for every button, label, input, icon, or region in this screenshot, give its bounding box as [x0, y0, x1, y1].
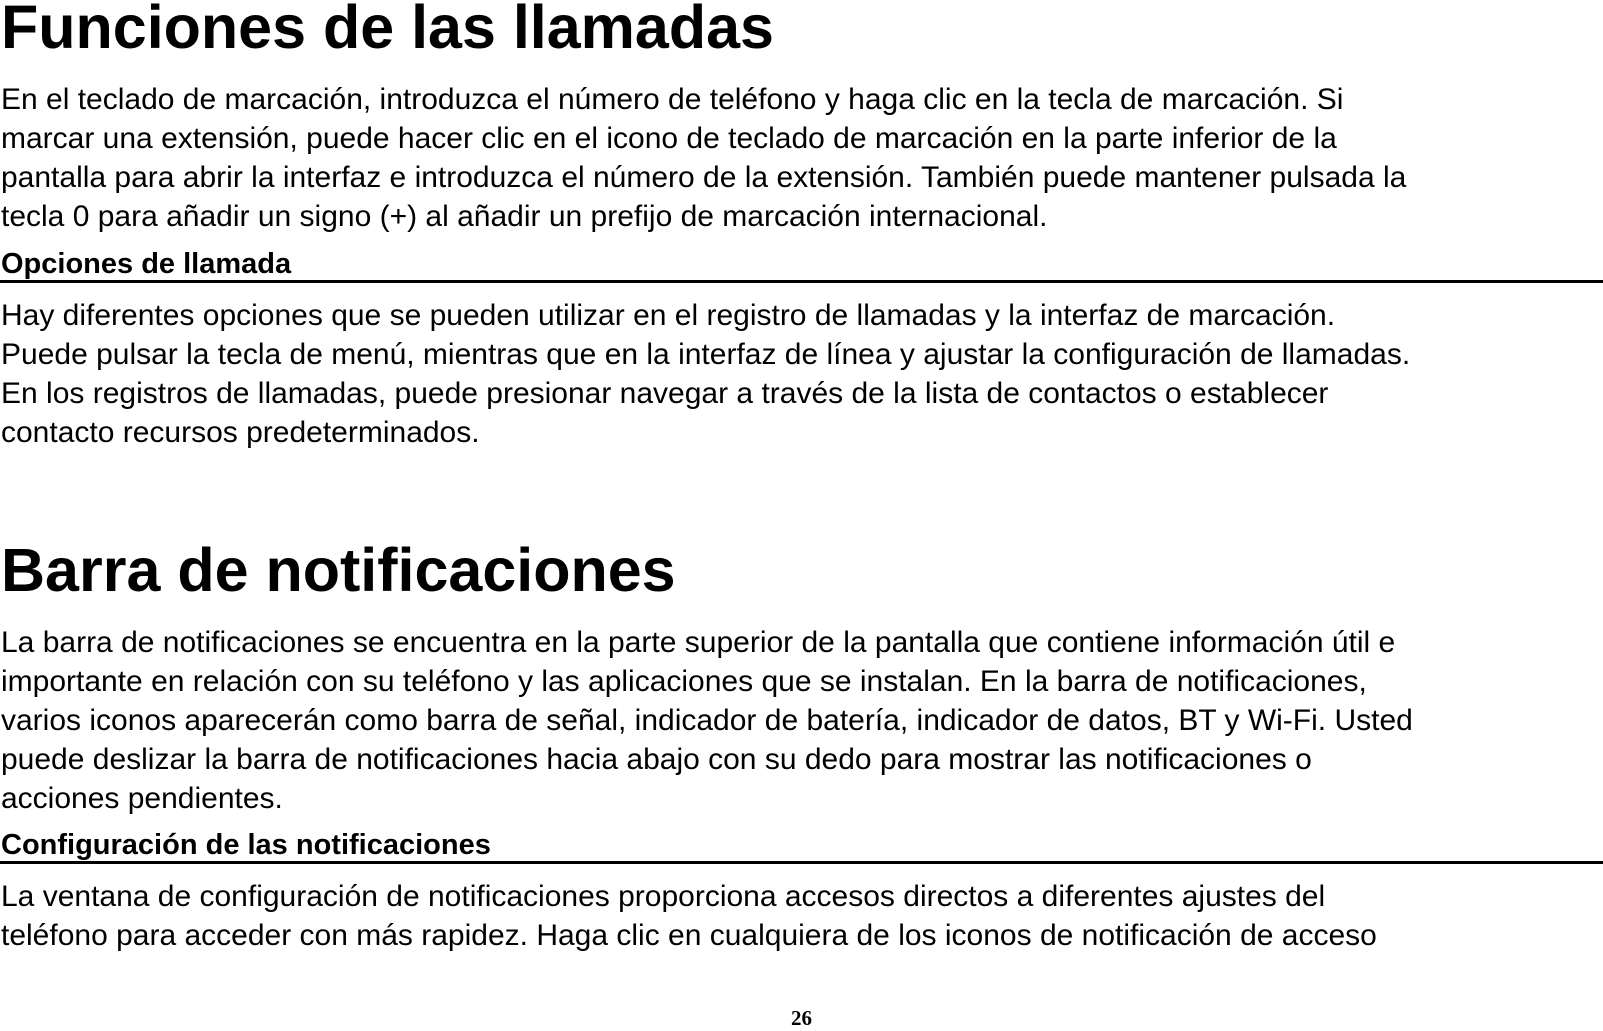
paragraph-line: La barra de notificaciones se encuentra en la parte superior de la pantalla que contiene información útil e [1, 626, 1396, 659]
subsection-divider [0, 861, 1603, 864]
subsection-title-configuracion-notificaciones: Configuración de las notificaciones [1, 829, 491, 861]
section-title-funciones-llamadas: Funciones de las llamadas [1, 0, 774, 61]
paragraph-line: marcar una extensión, puede hacer clic en el icono de teclado de marcación en la parte inferior de la [1, 122, 1337, 155]
section-intro-funciones-llamadas [1, 80, 1601, 236]
paragraph-line: teléfono para acceder con más rapidez. Haga clic en cualquiera de los iconos de notificación de acceso [1, 919, 1377, 952]
paragraph-line: varios iconos aparecerán como barra de señal, indicador de batería, indicador de datos, BT y Wi-Fi. Usted [1, 704, 1413, 737]
paragraph-line: En los registros de llamadas, puede presionar navegar a través de la lista de contactos o establecer [1, 377, 1329, 410]
paragraph-line: En el teclado de marcación, introduzca el número de teléfono y haga clic en la tecla de marcación. Si [1, 83, 1344, 116]
subsection-body-configuracion-notificaciones [1, 877, 1601, 955]
section-title-barra-notificaciones: Barra de notificaciones [1, 536, 676, 604]
paragraph-line: acciones pendientes. [1, 782, 283, 815]
paragraph-line: contacto recursos predeterminados. [1, 416, 480, 449]
paragraph-line: Hay diferentes opciones que se pueden utilizar en el registro de llamadas y la interfaz de marcación. [1, 299, 1336, 332]
subsection-title-opciones-llamada: Opciones de llamada [1, 248, 292, 280]
paragraph-line: La ventana de configuración de notificaciones proporciona accesos directos a diferentes ajustes del [1, 880, 1326, 913]
page-number: 26 [791, 1006, 812, 1030]
subsection-divider [0, 280, 1603, 283]
paragraph-line: Puede pulsar la tecla de menú, mientras que en la interfaz de línea y ajustar la configuración de llamadas. [1, 338, 1411, 371]
paragraph-line: importante en relación con su teléfono y las aplicaciones que se instalan. En la barra de notificaciones, [1, 665, 1367, 698]
paragraph-line: puede deslizar la barra de notificaciones hacia abajo con su dedo para mostrar las notificaciones o [1, 743, 1312, 776]
paragraph-line: pantalla para abrir la interfaz e introduzca el número de la extensión. También puede mantener pulsada la [1, 161, 1407, 194]
section-intro-barra-notificaciones [1, 623, 1601, 818]
subsection-body-opciones-llamada [1, 296, 1601, 452]
paragraph-line: tecla 0 para añadir un signo (+) al añadir un prefijo de marcación internacional. [1, 200, 1048, 233]
